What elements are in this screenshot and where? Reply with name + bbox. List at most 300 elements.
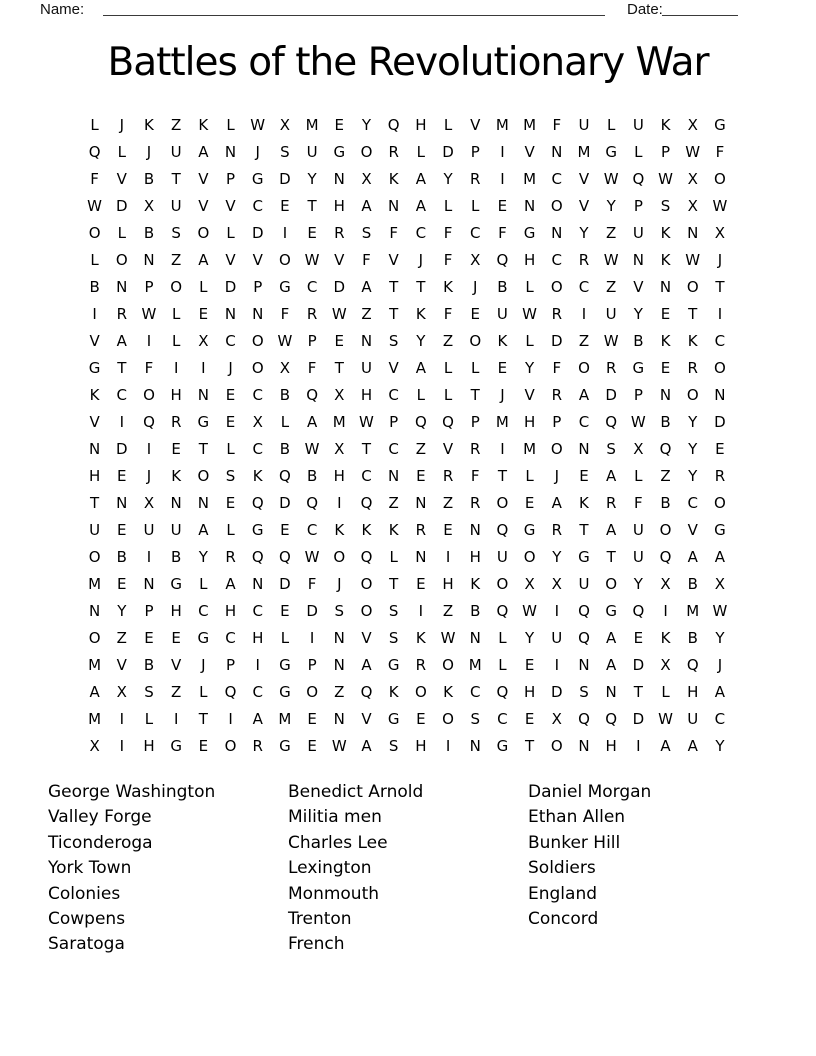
grid-letter: O [578, 358, 590, 377]
grid-letter: Q [496, 250, 509, 269]
grid-letter: W [304, 547, 320, 566]
grid-letter: A [361, 196, 372, 215]
grid-letter: Z [606, 223, 617, 242]
grid-letter: A [606, 628, 617, 647]
grid-letter: N [469, 736, 481, 755]
grid-letter: D [224, 277, 237, 296]
grid-letter: T [497, 466, 507, 485]
grid-letter: R [605, 493, 617, 512]
grid-letter: H [442, 574, 454, 593]
grid-letter: M [495, 115, 509, 134]
grid-letter: V [442, 439, 454, 458]
grid-letter: P [389, 412, 399, 431]
grid-letter: P [307, 331, 317, 350]
grid-letter: B [306, 466, 318, 485]
grid-letter: X [551, 709, 562, 728]
grid-letter: I [146, 331, 152, 350]
grid-letter: C [252, 601, 263, 620]
grid-letter: B [687, 574, 698, 593]
grid-letter: L [471, 358, 480, 377]
grid-letter: G [279, 655, 291, 674]
grid-letter: V [116, 169, 127, 188]
grid-letter: Q [360, 493, 373, 512]
grid-letter: V [252, 250, 263, 269]
word-list-item: Saratoga [48, 934, 125, 955]
grid-letter: Y [443, 169, 453, 188]
grid-letter: B [279, 439, 291, 458]
grid-letter: N [333, 709, 345, 728]
grid-letter: O [605, 574, 618, 593]
grid-letter: E [280, 520, 290, 539]
grid-letter: X [334, 439, 345, 458]
grid-letter: T [198, 439, 208, 458]
grid-letter: F [552, 115, 562, 134]
grid-letter: C [388, 439, 399, 458]
grid-letter: U [170, 142, 182, 161]
grid-letter: J [146, 142, 152, 161]
grid-letter: G [333, 142, 346, 161]
grid-letter: N [224, 142, 237, 161]
grid-letter: I [173, 709, 179, 728]
grid-letter: R [170, 412, 182, 431]
grid-letter: L [443, 196, 453, 215]
grid-letter: L [280, 628, 290, 647]
grid-letter: D [251, 223, 264, 242]
grid-letter: C [198, 601, 209, 620]
grid-letter: I [119, 412, 124, 431]
grid-letter: K [89, 385, 100, 404]
grid-letter: T [633, 682, 643, 701]
grid-letter: J [337, 574, 342, 593]
grid-letter: R [605, 358, 617, 377]
grid-letter: W [603, 250, 619, 269]
grid-letter: W [685, 142, 701, 161]
grid-letter: L [661, 682, 670, 701]
grid-letter: R [116, 304, 127, 323]
grid-letter: C [551, 169, 563, 188]
grid-letter: I [636, 736, 641, 755]
grid-letter: C [225, 628, 236, 647]
grid-letter: U [578, 574, 590, 593]
grid-letter: B [143, 655, 155, 674]
grid-letter: E [144, 628, 154, 647]
grid-letter: X [470, 250, 481, 269]
grid-letter: D [605, 385, 617, 404]
grid-letter: N [578, 736, 590, 755]
grid-letter: X [660, 574, 671, 593]
grid-letter: O [197, 466, 210, 485]
grid-letter: Q [143, 412, 155, 431]
grid-letter: E [117, 574, 127, 593]
grid-letter: N [605, 682, 617, 701]
grid-letter: Z [334, 682, 345, 701]
grid-letter: A [714, 682, 726, 701]
word-list-item: French [288, 934, 345, 955]
grid-letter: O [360, 601, 373, 620]
grid-letter: X [279, 115, 291, 134]
grid-letter: I [282, 223, 288, 242]
grid-letter: E [307, 223, 317, 242]
grid-letter: E [225, 385, 236, 404]
grid-letter: V [633, 277, 644, 296]
grid-letter: I [146, 439, 152, 458]
grid-letter: Z [171, 115, 182, 134]
grid-letter: L [525, 277, 534, 296]
grid-letter: L [199, 574, 208, 593]
grid-letter: Q [632, 169, 645, 188]
grid-letter: E [171, 439, 181, 458]
grid-letter: H [143, 736, 155, 755]
grid-letter: N [252, 304, 264, 323]
grid-letter: R [470, 439, 481, 458]
grid-letter: V [524, 385, 535, 404]
grid-letter: F [552, 358, 562, 377]
grid-letter: C [252, 682, 263, 701]
grid-letter: G [496, 736, 509, 755]
grid-letter: H [333, 196, 345, 215]
grid-letter: N [388, 466, 400, 485]
word-list-item: Ethan Allen [528, 807, 626, 828]
grid-letter: B [633, 331, 644, 350]
grid-letter: X [252, 412, 263, 431]
grid-letter: Y [688, 439, 698, 458]
grid-letter: N [469, 520, 481, 539]
grid-letter: N [224, 304, 237, 323]
grid-letter: H [170, 601, 182, 620]
grid-letter: H [523, 250, 536, 269]
grid-letter: K [470, 574, 481, 593]
grid-letter: M [332, 412, 346, 431]
grid-letter: N [333, 628, 345, 647]
grid-letter: X [198, 331, 209, 350]
grid-letter: X [660, 655, 671, 674]
grid-letter: S [660, 196, 671, 215]
grid-letter: N [88, 601, 101, 620]
grid-letter: X [714, 574, 726, 593]
grid-letter: E [497, 358, 508, 377]
grid-letter: O [496, 574, 509, 593]
grid-letter: M [88, 574, 102, 593]
grid-letter: W [603, 169, 619, 188]
grid-letter: E [280, 196, 290, 215]
grid-letter: B [660, 412, 671, 431]
grid-letter: K [660, 331, 671, 350]
grid-letter: V [361, 628, 372, 647]
grid-letter: L [199, 682, 208, 701]
grid-letter: K [660, 628, 671, 647]
grid-letter: B [497, 277, 508, 296]
grid-letter: C [225, 331, 236, 350]
grid-letter: S [388, 628, 399, 647]
grid-letter: L [226, 223, 235, 242]
grid-letter: N [551, 223, 563, 242]
grid-letter: X [687, 115, 698, 134]
grid-letter: I [554, 655, 559, 674]
grid-letter: Q [632, 601, 645, 620]
grid-letter: D [632, 655, 645, 674]
word-list-item: Bunker Hill [528, 832, 621, 853]
grid-letter: L [226, 439, 235, 458]
grid-letter: M [468, 655, 482, 674]
grid-letter: P [552, 412, 562, 431]
grid-letter: H [605, 736, 617, 755]
grid-letter: U [632, 223, 644, 242]
grid-letter: A [687, 547, 698, 566]
grid-letter: C [252, 385, 263, 404]
grid-letter: I [717, 304, 723, 323]
grid-letter: Y [198, 547, 208, 566]
grid-letter: G [714, 520, 726, 539]
grid-letter: Z [388, 493, 399, 512]
grid-letter: S [280, 142, 290, 161]
grid-letter: U [89, 520, 101, 539]
grid-letter: R [551, 304, 562, 323]
grid-letter: X [116, 682, 127, 701]
grid-letter: Q [251, 547, 264, 566]
letter-grid [81, 111, 734, 759]
grid-letter: G [578, 547, 590, 566]
grid-letter: N [170, 493, 182, 512]
grid-letter: F [470, 466, 480, 485]
word-column [48, 780, 288, 958]
grid-letter: I [418, 601, 424, 620]
grid-letter: T [579, 520, 589, 539]
grid-letter: U [496, 547, 508, 566]
grid-letter: Q [578, 628, 590, 647]
grid-letter: L [226, 115, 235, 134]
grid-letter: N [523, 196, 536, 215]
grid-letter: N [143, 574, 155, 593]
grid-letter: S [388, 331, 399, 350]
grid-letter: H [523, 412, 536, 431]
grid-letter: F [443, 223, 453, 242]
grid-letter: H [360, 385, 373, 404]
grid-letter: L [443, 115, 453, 134]
grid-letter: Y [307, 169, 317, 188]
grid-letter: W [522, 601, 538, 620]
grid-letter: L [634, 142, 643, 161]
grid-letter: Y [715, 628, 725, 647]
grid-letter: H [523, 682, 536, 701]
grid-letter: W [630, 412, 646, 431]
grid-letter: V [89, 412, 100, 431]
grid-letter: N [714, 385, 726, 404]
grid-letter: C [469, 682, 481, 701]
grid-letter: D [551, 682, 563, 701]
grid-letter: X [524, 574, 535, 593]
grid-letter: G [523, 520, 536, 539]
grid-letter: P [470, 142, 480, 161]
grid-letter: W [331, 736, 347, 755]
grid-letter: X [687, 196, 698, 215]
name-label: Name: [40, 1, 85, 18]
grid-letter: T [688, 304, 698, 323]
grid-letter: C [306, 520, 318, 539]
grid-letter: N [659, 385, 672, 404]
grid-letter: O [496, 493, 509, 512]
grid-letter: L [416, 142, 426, 161]
grid-letter: K [144, 115, 154, 134]
grid-letter: I [146, 547, 152, 566]
grid-letter: V [524, 142, 535, 161]
grid-letter: Q [578, 601, 590, 620]
grid-letter: W [522, 304, 538, 323]
grid-letter: N [88, 439, 101, 458]
grid-letter: U [605, 304, 617, 323]
grid-letter: S [606, 439, 616, 458]
grid-letter: E [633, 628, 644, 647]
name-field-line[interactable] [103, 0, 605, 16]
grid-letter: G [251, 520, 264, 539]
grid-letter: N [659, 277, 672, 296]
grid-letter: O [550, 736, 563, 755]
grid-letter: Q [605, 412, 618, 431]
grid-letter: I [500, 142, 505, 161]
word-list-item: England [528, 883, 598, 904]
grid-letter: G [632, 358, 645, 377]
grid-letter: O [714, 169, 726, 188]
grid-letter: P [307, 655, 317, 674]
grid-letter: R [470, 169, 481, 188]
grid-letter: L [389, 547, 398, 566]
word-list-item: Lexington [288, 858, 372, 879]
grid-letter: F [307, 574, 317, 593]
grid-letter: I [92, 304, 97, 323]
grid-letter: F [443, 250, 453, 269]
grid-letter: P [661, 142, 671, 161]
grid-letter: S [144, 682, 154, 701]
grid-letter: E [225, 412, 236, 431]
grid-letter: C [578, 412, 590, 431]
grid-letter: G [197, 628, 210, 647]
grid-letter: V [225, 250, 236, 269]
grid-letter: T [198, 709, 208, 728]
grid-letter: R [225, 547, 236, 566]
grid-letter: K [660, 115, 671, 134]
grid-letter: G [605, 601, 617, 620]
grid-letter: E [524, 493, 535, 512]
grid-letter: V [578, 196, 590, 215]
grid-letter: C [252, 196, 263, 215]
grid-letter: C [714, 709, 726, 728]
grid-letter: B [279, 385, 291, 404]
grid-letter: D [442, 142, 454, 161]
grid-letter: T [389, 304, 399, 323]
grid-letter: W [685, 250, 701, 269]
grid-letter: L [171, 331, 181, 350]
grid-letter: N [687, 223, 699, 242]
grid-letter: T [90, 493, 100, 512]
grid-letter: O [523, 547, 536, 566]
grid-letter: I [500, 169, 505, 188]
grid-letter: F [634, 493, 643, 512]
grid-letter: A [660, 736, 671, 755]
grid-letter: O [88, 223, 101, 242]
grid-letter: A [687, 736, 698, 755]
grid-letter: Q [496, 682, 509, 701]
grid-letter: P [253, 277, 263, 296]
grid-letter: D [714, 412, 726, 431]
grid-letter: U [632, 547, 644, 566]
grid-letter: B [660, 493, 671, 512]
word-list-item: Daniel Morgan [528, 782, 652, 802]
grid-letter: C [497, 709, 508, 728]
grid-letter: W [440, 628, 456, 647]
grid-letter: K [388, 169, 399, 188]
grid-letter: L [471, 196, 480, 215]
grid-letter: V [388, 250, 399, 269]
grid-letter: R [388, 142, 399, 161]
grid-letter: H [333, 466, 345, 485]
grid-letter: T [606, 547, 616, 566]
grid-letter: Z [415, 439, 426, 458]
grid-letter: V [225, 196, 236, 215]
grid-letter: Y [606, 196, 616, 215]
grid-letter: F [307, 358, 317, 377]
grid-letter: C [252, 439, 263, 458]
grid-letter: C [361, 466, 372, 485]
grid-letter: G [605, 142, 617, 161]
grid-letter: H [415, 115, 427, 134]
grid-letter: F [144, 358, 154, 377]
grid-letter: O [550, 439, 563, 458]
grid-letter: L [90, 115, 99, 134]
grid-letter: M [686, 601, 700, 620]
grid-letter: C [578, 277, 590, 296]
grid-letter: I [337, 493, 342, 512]
grid-letter: F [280, 304, 290, 323]
grid-letter: D [333, 277, 346, 296]
date-label: Date: [627, 1, 663, 18]
grid-letter: T [389, 574, 399, 593]
grid-letter: N [415, 547, 427, 566]
grid-letter: Q [414, 412, 427, 431]
grid-letter: K [388, 520, 399, 539]
grid-letter: D [279, 574, 291, 593]
date-field-line[interactable] [662, 0, 738, 16]
grid-letter: O [224, 736, 237, 755]
grid-letter: W [603, 331, 619, 350]
grid-letter: X [279, 358, 291, 377]
grid-letter: O [143, 385, 155, 404]
grid-letter: W [277, 331, 293, 350]
grid-letter: D [306, 601, 318, 620]
grid-letter: Z [361, 304, 372, 323]
grid-letter: O [360, 574, 373, 593]
grid-letter: A [415, 169, 426, 188]
grid-letter: S [579, 682, 589, 701]
grid-letter: C [469, 223, 481, 242]
grid-letter: R [415, 520, 427, 539]
grid-letter: G [714, 115, 726, 134]
grid-letter: D [551, 331, 563, 350]
grid-letter: L [199, 277, 208, 296]
grid-letter: O [197, 223, 210, 242]
grid-letter: A [198, 520, 209, 539]
grid-letter: L [443, 385, 453, 404]
grid-letter: L [498, 655, 507, 674]
grid-letter: N [116, 277, 128, 296]
grid-letter: O [414, 682, 427, 701]
grid-letter: K [660, 223, 671, 242]
grid-letter: K [198, 115, 209, 134]
grid-letter: J [201, 655, 206, 674]
grid-letter: Z [442, 601, 454, 620]
grid-letter: E [117, 466, 127, 485]
grid-letter: A [361, 655, 372, 674]
grid-letter: B [89, 277, 100, 296]
grid-letter: Y [688, 412, 698, 431]
